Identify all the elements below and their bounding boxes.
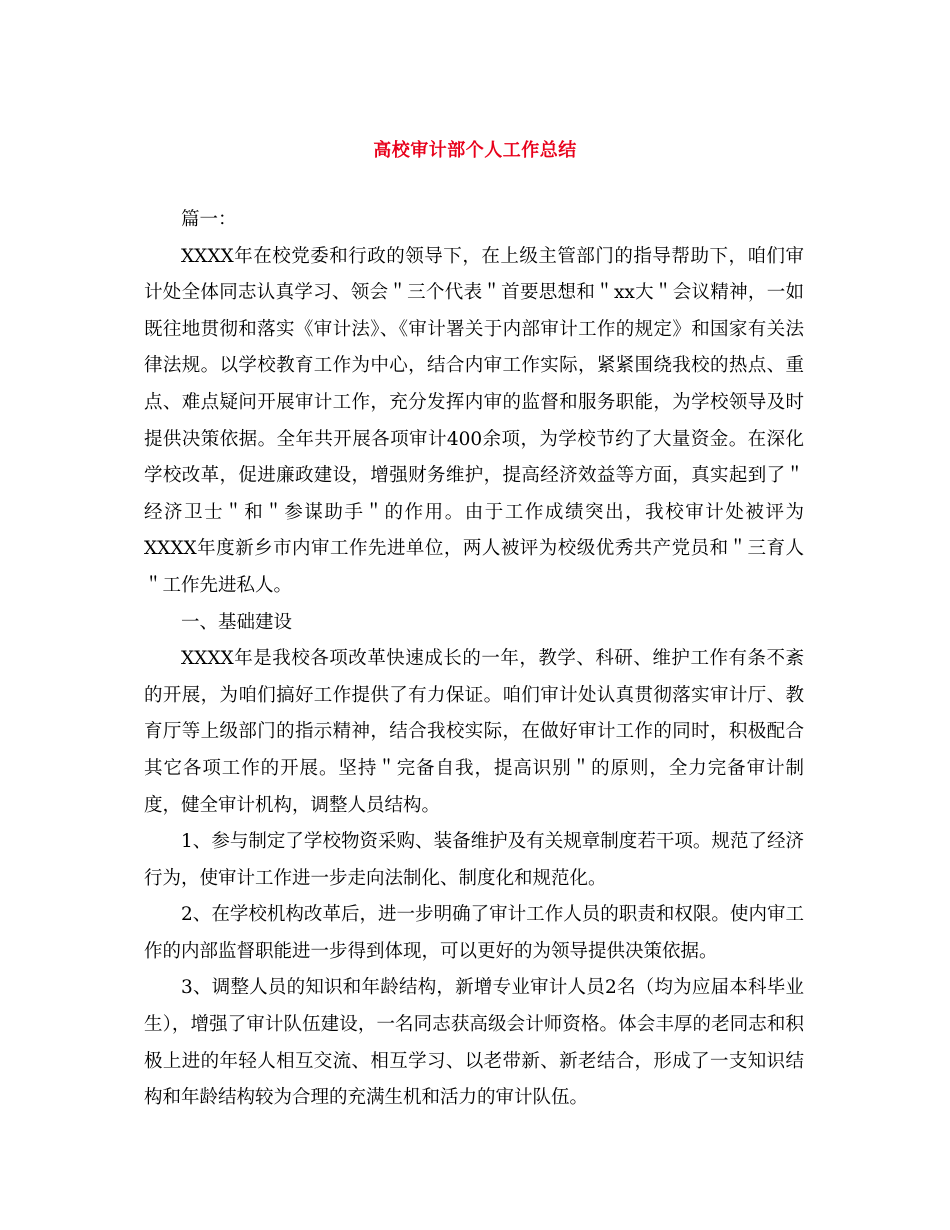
- document-body: [144, 202, 804, 1117]
- section-label-part-one: 篇一：: [181, 209, 237, 230]
- list-item-2: 2、在学校机构改革后，进一步明确了审计工作人员的职责和权限。使内审工作的内部监督职能进一步得到体现，可以更好的为领导提供决策依据。: [144, 904, 804, 962]
- list-item-3: 3、调整人员的知识和年龄结构，新增专业审计人员2名（均为应届本科毕业生），增强了审计队伍建设，一名同志获高级会计师资格。体会丰厚的老同志和积极上进的年轻人相互交流、相互学习、以老带新、新老结合，形成了一支知识结构和年龄结构较为合理的充满生机和活力的审计队伍。: [144, 977, 804, 1109]
- section-heading-infrastructure: 一、基础建设: [181, 611, 293, 633]
- intro-paragraph: XXXX年在校党委和行政的领导下，在上级主管部门的指导帮助下，咱们审计处全体同志认真学习、领会＂三个代表＂首要思想和＂xx大＂会议精神，一如既往地贯彻和落实《审计法》、《审计署关于内部审计工作的规定》和国家有关法律法规。以学校教育工作为中心，结合内审工作实际，紧紧围绕我校的热点、重点、难点疑问开展审计工作，充分发挥内审的监督和服务职能，为学校领导及时提供决策依据。全年共开展各项审计400余项，为学校节约了大量资金。在深化学校改革，促进廉政建设，增强财务维护，提高经济效益等方面，真实起到了＂经济卫士＂和＂参谋助手＂的作用。由于工作成绩突出，我校审计处被评为XXXX年度新乡市内审工作先进单位，两人被评为校级优秀共产党员和＂三育人＂工作先进私人。: [144, 245, 804, 596]
- document-title: 高校审计部个人工作总结: [373, 140, 577, 161]
- list-item-1: 1、参与制定了学校物资采购、装备维护及有关规章制度若干项。规范了经济行为，使审计工作进一步走向法制化、制度化和规范化。: [144, 831, 804, 889]
- infrastructure-paragraph: XXXX年是我校各项改革快速成长的一年，教学、科研、维护工作有条不紊的开展，为咱们搞好工作提供了有力保证。咱们审计处认真贯彻落实审计厅、教育厅等上级部门的指示精神，结合我校实际，在做好审计工作的同时，积极配合其它各项工作的开展。坚持＂完备自我，提高识别＂的原则，全力完备审计制度，健全审计机构，调整人员结构。: [144, 648, 804, 816]
